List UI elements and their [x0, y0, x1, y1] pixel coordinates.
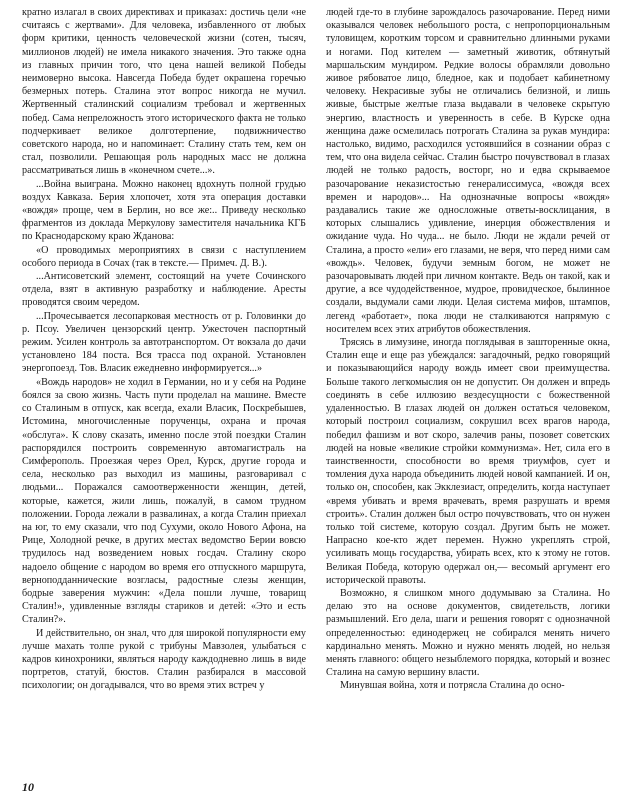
- paragraph: Возможно, я слишком много додумываю за Сталина. Но делаю это на основе документов, свидетельств, логики размышлений. Его дела, шаги и решения говорят с однозначной определенностью: единодержец не собирался менять ничего кардинально менять. Можно и нужно менять людей, но нельзя менять главного: общего незыблемого порядка, который и вознес Сталина на самую вершину власти.: [326, 587, 610, 679]
- right-column: [326, 6, 610, 693]
- paragraph: Минувшая война, хотя и потрясла Сталина до осно-: [340, 680, 565, 692]
- paragraph: Трясясь в лимузине, иногда поглядывая в зашторенные окна, Сталин еще и еще раз убеждался: загадочный, редко говорящий и показывающийся народу вождь имеет свои преимущества. Больше такого легкомыслия он не допустит. Он должен и впредь соединять в себе иллюзию вездесущности с божественной удаленностью. В глазах людей он должен остаться человеком, который построил социализм, сокрушил всех врагов народа, победил фашизм и вот скоро, залечив раны, позовет советских людей на новые «великие стройки коммунизма». Нет, сила его в таинственности, способности во время триумфов, сует и томления духа народа объединить людей новой кампанией. И он, только он, способен, как Экклезиаст, определить, когда наступает «время убивать и время врачевать, время разрушать и время строить». Сталин должен был остро почувствовать, что он нужен только той системе, которую создал. Другим быть не может. Напрасно кое-кто ждет перемен. Нужно укреплять строй, усиливать мощь государства, убирать всех, кто к этому не готов. Великая Победа, которую одержал он,— весомый аргумент его исторической правоты.: [326, 337, 610, 586]
- paragraph: ...Прочесывается лесопарковая местность от р. Головинки до р. Псоу. Увеличен цензорский центр. Ужесточен паспортный режим. Усилен контроль за автотранспортом. От вокзала до дачи установлено 184 поста. Вся трасса под охраной. Установлен энергопоезд. Тов. Власик ежедневно информируется...»: [22, 310, 306, 375]
- paragraph: ...Антисоветский элемент, состоящий на учете Сочинского отдела, взят в активную разработку и наблюдение. Аресты проводятся своим чередом.: [22, 271, 306, 309]
- paragraph: «Вождь народов» не ходил в Германии, но и у себя на Родине боялся за свою жизнь. Часть пути проделал на машине. Вместе со Сталиным в отпуск, как всегда, ехали Власик, Поскребышев, Истомина, многочисленные порученцы, охрана и прочая «обслуга». К слову сказать, именно после этой поездки Сталин распорядился построить современную автомагистраль на Симферополь. Проезжая через Орел, Курск, другие города и села, несколько раз выходил из машины, разговаривал с людьми... Поражался самоотверженности женщин, детей, которые, кажется, жили лишь, пожалуй, в самом трудном положении. Города лежали в развалинах, а когда Сталин приехал на юг, то ему сказали, что под Сухуми, около Нового Афона, на Рице, Холодной речке, в других местах ведомство Берии вовсю трудилось над возведением новых госдач. Сталину скоро надоело общение с народом во время его отпускного маршрута, верноподданнические возгласы, радостные слезы женщин, бодрые заверения мужчин: «Дела пошли лучше, товарищ Сталин!», удивленные взгляды стариков и детей: «Это и есть Сталин?».: [22, 376, 306, 626]
- page-number: 10: [22, 780, 34, 794]
- paragraph: И действительно, он знал, что для широкой популярности ему лучше махать толпе рукой с трибуны Мавзолея, улыбаться с кадров кинохроники, являться народу каждодневно лишь в виде портретов, статуй, бюстов. Сталин разбирался в массовой психологии; он догадывался, что во время этих встреч у: [22, 627, 306, 692]
- paragraph: людей где-то в глубине зарождалось разочарование. Перед ними оказывался человек небольшого роста, с непропорциональным туловищем, коротким торсом и сравнительно длинными руками и ногами. Под кителем — заметный животик, обтянутый маршальским мундиром. Редкие волосы обрамляли довольно живое рябоватое лицо, бледное, как и подобает кабинетному человеку. Некрасивые зубы не отличались белизной, и лишь живые, быстрые желтые глаза выдавали в человеке скрытую энергию, властность и уверенность в себе. В Курске одна женщина даже осмелилась потрогать Сталина за рукав мундира: настолько, видимо, расходился устоявшийся в сознании образ с тем, что она видела сейчас. Сталин быстро почувствовал в глазах людей не только радость, восторг, но и едва скрываемое разочарование неказистостью генералиссимуса, «вождя всех времен и народов»... На однозначные вопросы «вождя» раздавались такие же односложные ответы-восклицания, в которых слышались удивление, инерция обожествления и ожидание чуда. Но чуда... не было. Люди не ждали речей от Сталина, а просто «ели» его глазами, не веря, что перед ними сам «вождь». Человек, будучи земным богом, не может не разочаровывать людей при личном контакте. Ведь он такой, как и другие, а все чудодейственное, мудрое, провидческое, былинное создали, выдумали сами люди. Целая система мифов, штампов, легенд «работает», пока люди не сталкиваются напрямую с носителем всех этих атрибутов обожествления.: [326, 7, 610, 335]
- paragraph: «О проводимых мероприятиях в связи с наступлением особого периода в Сочах (так в тексте.— Примеч. Д. В.).: [22, 244, 306, 269]
- left-column: [22, 6, 306, 693]
- paragraph: кратно излагал в своих директивах и приказах: достичь цели «не считаясь с жертвами». Для человека, избавленного от любых форм критики, ценность человеческой жизни (сотен, тысяч, миллионов людей) не имела никакого значения. Это также одна из главных причин того, что цена нашей великой Победы неимоверно высока. Навсегда Победа будет окрашена горечью безмерных потерь. Сталина этот вопрос никогда не мучил. Жертвенный сталинский социализм требовал и жертвенных побед. Сама непреложность этого исторического факта не только подчеркивает великое долготерпение, подвижничество советского народа, но и напоминает: Сталину стать тем, кем он стал, позволили. Решающая роль народных масс не должна рассматриваться лишь в «конечном счете...».: [22, 7, 306, 177]
- paragraph: ...Война выиграна. Можно наконец вдохнуть полной грудью воздух Кавказа. Берия хлопочет, хотя эта операция доставки «вождя» проще, чем в Берлин, но все же:.. Приведу несколько фрагментов из доклада Меркулову заместителя начальника КГБ по Краснодарскому краю Жданова:: [22, 178, 306, 243]
